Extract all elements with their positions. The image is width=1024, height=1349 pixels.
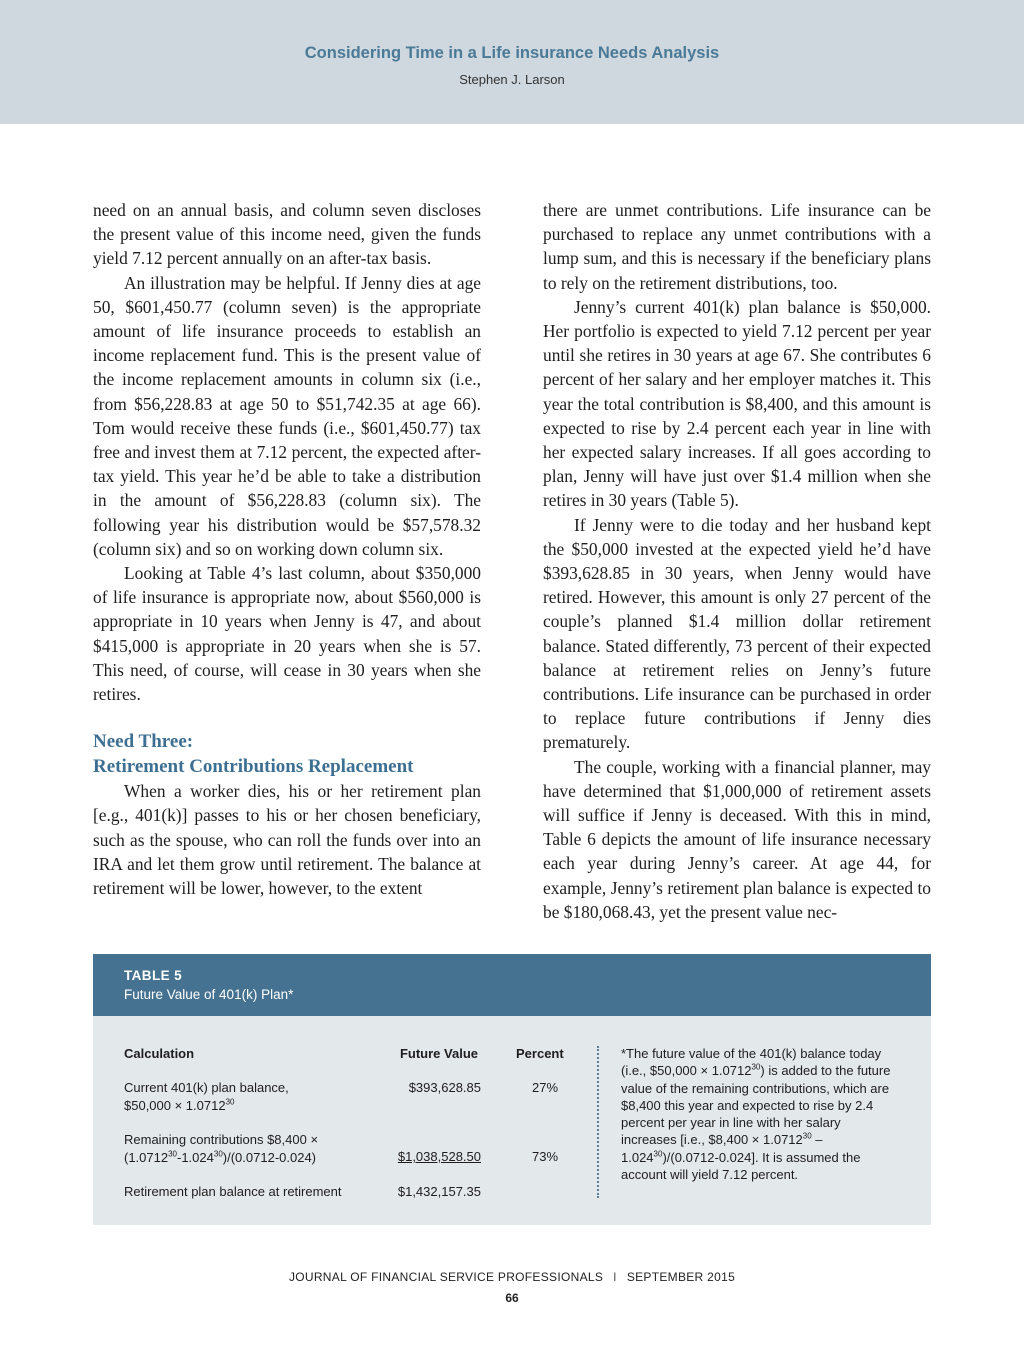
note-text: – 1.024 xyxy=(621,1132,823,1165)
exponent: 30 xyxy=(213,1149,223,1159)
exponent: 30 xyxy=(225,1097,235,1107)
table-cell-percent: 27% xyxy=(531,1080,559,1095)
table-row-calculation xyxy=(124,1079,384,1114)
table-cell-percent: 73% xyxy=(531,1149,559,1164)
section-heading-line1: Need Three: xyxy=(93,731,194,753)
header-future-value: Future Value xyxy=(399,1046,478,1061)
journal-name: JOURNAL OF FINANCIAL SERVICE PROFESSIONALS xyxy=(288,1270,604,1284)
paragraph: When a worker dies, his or her retirement plan [e.g., 401(k)] passes to his or her chosen beneficiary, such as the spouse, who can roll the funds over into an IRA and let them grow until retirement. The balance at retirement will be lower, however, to the extent xyxy=(93,781,481,899)
header-calculation: Calculation xyxy=(124,1046,195,1061)
paragraph: If Jenny were to die today and her husband kept the $50,000 invested at the expected yield he’d have $393,628.85 in 30 years, when Jenny would have retired. However, this amount is only 27 percent of the couple’s planned $1.4 million dollar retirement balance. Stated differently, 73 percent of their expected balance at retirement relies on Jenny’s future contributions. Life insurance can be purchased in order to replace future contributions if Jenny dies prematurely. xyxy=(543,514,931,753)
article-title: Considering Time in a Life insurance Needs Analysis xyxy=(304,44,720,62)
calc-line: Current 401(k) plan balance, xyxy=(124,1080,289,1095)
exponent: 30 xyxy=(653,1149,663,1159)
table-title-bar xyxy=(93,954,931,1016)
section-heading xyxy=(93,730,481,779)
note-text: )/(0.0712-0.024]. It is assumed the account will yield 7.12 percent. xyxy=(621,1149,861,1183)
calc-text: $50,000 × 1.0712 xyxy=(124,1097,226,1113)
exponent: 30 xyxy=(802,1132,812,1142)
paragraph: An illustration may be helpful. If Jenny dies at age 50, $601,450.77 (column seven) is the appropriate amount of life insurance proceeds to establish an income replacement fund. This is the present value of the income replacement amounts in column six (i.e., from $56,228.83 at age 50 to $51,742.35 at age 66). Tom would receive these funds (i.e., $601,450.77) tax free and invest them at 7.12 percent, the expected after-tax yield. This year he’d be able to take a distribution in the amount of $56,228.83 (column six). The following year his distribution would be $57,578.32 (column six) and so on working down column six. xyxy=(93,272,481,559)
calc-line: Remaining contributions $8,400 × xyxy=(124,1132,319,1147)
table-footnote xyxy=(621,1045,893,1183)
section-heading-line2: Retirement Contributions Replacement xyxy=(93,755,414,777)
issue-date: SEPTEMBER 2015 xyxy=(626,1270,736,1284)
paragraph: Jenny’s current 401(k) plan balance is $50,000. Her portfolio is expected to yield 7.12 percent per year until she retires in 30 years at age 67. She contributes 6 percent of her salary and her employer matches it. This year the total contribution is $8,400, and this amount is expected to rise by 2.4 percent each year in line with her expected salary increases. If all goes according to plan, Jenny will have just over $1.4 million when she retires in 30 years (Table 5). xyxy=(543,296,931,511)
calc-text: )/(0.0712-0.024) xyxy=(222,1149,317,1165)
page-footer xyxy=(0,1270,1024,1284)
page-number: 66 xyxy=(505,1291,519,1305)
table-row-calculation xyxy=(124,1131,384,1166)
table-5 xyxy=(93,954,931,1225)
table-caption: Future Value of 401(k) Plan* xyxy=(124,987,294,1002)
footer-separator: I xyxy=(613,1270,617,1284)
running-header xyxy=(0,0,1024,124)
exponent: 30 xyxy=(168,1149,177,1159)
dotted-divider xyxy=(597,1046,599,1198)
left-column xyxy=(93,198,481,900)
table-cell-future-value: $1,432,157.35 xyxy=(397,1184,481,1199)
paragraph: The couple, working with a financial planner, may have determined that $1,000,000 of retirement assets will suffice if Jenny is deceased. With this in mind, Table 6 depicts the amount of life insurance necessary each year during Jenny’s career. At age 44, for example, Jenny’s retirement plan balance is expected to be $180,068.43, yet the present value nec- xyxy=(543,756,931,922)
header-percent: Percent xyxy=(516,1046,564,1061)
right-column xyxy=(543,198,931,924)
table-label: TABLE 5 xyxy=(124,968,183,983)
exponent: 30 xyxy=(751,1062,761,1072)
note-text: *The future value of the 401(k) balance today (i.e., $50,000 × 1.0712 xyxy=(621,1046,882,1079)
table-cell-future-value: $1,038,528.50 xyxy=(397,1149,481,1164)
calc-text: (1.0712 xyxy=(124,1149,169,1165)
paragraph: there are unmet contributions. Life insurance can be purchased to replace any unmet contributions with a lump sum, and this is necessary if the beneficiary plans to rely on the retirement distributions, too. xyxy=(543,200,931,293)
calc-line xyxy=(124,1149,384,1167)
table-row-calculation: Retirement plan balance at retirement xyxy=(124,1184,342,1199)
article-author: Stephen J. Larson xyxy=(459,72,565,87)
paragraph: need on an annual basis, and column seven discloses the present value of this income need, given the funds yield 7.12 percent annually on an after-tax basis. xyxy=(93,200,481,269)
note-text: ) is added to the future value of the remaining contributions, which are $8,400 this year and expected to rise by 2.4 percent per year in line with her salary increases [i.e., $8,400 × 1.0712 xyxy=(621,1063,891,1148)
calc-line xyxy=(124,1097,384,1115)
calc-text: -1.024 xyxy=(177,1149,214,1165)
table-cell-future-value: $393,628.85 xyxy=(408,1080,481,1095)
paragraph: Looking at Table 4’s last column, about $350,000 of life insurance is appropriate now, about $560,000 is appropriate in 10 years when Jenny is 47, and about $415,000 is appropriate in 20 years when she is 57. This need, of course, will cease in 30 years when she retires. xyxy=(93,563,481,705)
